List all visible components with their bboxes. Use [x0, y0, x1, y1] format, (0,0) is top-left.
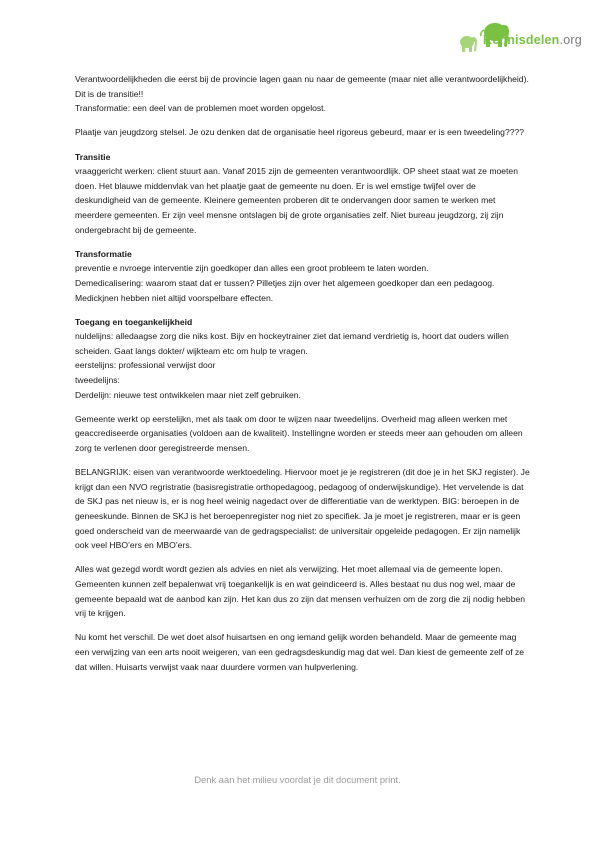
- paragraph-line: tweedelijns:: [75, 375, 120, 386]
- paragraph-line: BELANGRIJK: eisen van verantwoorde werktoedeling. Hiervoor moet je je registreren (dit doe je in het SKJ register). Je krijgt dan een NVO regristratie (basisregistratie orthopedagoog, pedagoog of onderwijskundige). Het vervelende is dat de SKJ pas net nieuw is, er is nog heel weinig nagedact over de differentiatie van de werktypen. BIG: beroepen in de geneeskunde. Binnen de SKJ is het beroepenregister nog niet zo specifiek. Ja je moet je registreren, maar er is geen goed onderscheid van de meerwaarde van de gedragspecialist: de universitair opgeleide pedagogen. Er zijn namelijk ook veel HBO’ers en MBO’ers.: [75, 467, 530, 551]
- paragraph-advies: [75, 562, 530, 620]
- paragraph-line: Demedicalisering: waarom staat dat er tussen? Pilletjes zijn over het algemeen goedkoper dan een pedagoog. Medickjnen hebben niet altijd voorspelbare effecten.: [75, 277, 495, 303]
- paragraph-line: Transformatie: een deel van de problemen moet worden opgelost.: [75, 103, 326, 114]
- logo-suffix: .org: [559, 33, 582, 47]
- section-transitie: [75, 150, 530, 238]
- paragraph-gemeente: [75, 412, 530, 456]
- paragraph-intro: [75, 72, 530, 116]
- paragraph-plaatje: [75, 125, 530, 140]
- section-heading: Transformatie: [75, 248, 132, 259]
- paragraph-verschil: [75, 630, 530, 674]
- paragraph-line: Gemeente werkt op eerstelijkn, met als taak om door te wijzen naar tweedelijns. Overheid mag alleen werken met geaccrediseerde organisaties (voldoen aan de kwaliteit). Instellingne worden er steeds meer aan gehouden om alleen zorg te verlenen door geregistreerde mensen.: [75, 413, 523, 454]
- paragraph-line: Alles wat gezegd wordt wordt gezien als advies en niet als verwijzing. Het moet allemaal via de gemeente lopen. Gemeenten kunnen zelf bepalenwat vrij toegankelijk is en wat geindiceerd is. Alles bestaat nu dus nog wel, maar de gemeente bepaald wat de aanbod kan zijn. Het kan dus zo zijn dat mensen verhuizen om de zorg die zij nodig hebben vrij te krijgen.: [75, 564, 526, 619]
- kennisdelen-logo: [455, 18, 580, 60]
- section-toegang: [75, 315, 530, 403]
- paragraph-line: Nu komt het verschil. De wet doet alsof huisartsen en ong iemand gelijk worden behandeld. Maar de gemeente mag een verwijzing van een arts nooit weigeren, van een gedragsdeskundig mag dat wel. Dan kiest de gemeente zelf of ze dat willen. Huisarts verwijst vaak naar duurdere vormen van hulpverlening.: [75, 632, 525, 672]
- logo-name: Kennisdelen: [483, 33, 560, 47]
- paragraph-line: nuldelijns: alledaagse zorg die niks kost. Bijv en hockeytrainer ziet dat iemand verdrietig is, hoort dat ouders willen scheiden. Gaat langs dokter/ wijkteam etc om hulp te vragen.: [75, 331, 509, 356]
- section-heading: Toegang en toegankelijkheid: [75, 316, 193, 327]
- logo-text: [483, 33, 582, 47]
- paragraph-line: eerstelijns: professional verwijst door: [75, 360, 216, 371]
- paragraph-line: vraaggericht werken: client stuurt aan. Vanaf 2015 zijn de gemeenten verantwoordlijk. OP sheet staat wat ze moeten doen. Het blauwe middenvlak van het plaatje gaat de gemeente nu doen. Er is wel emstige twijfel over de deskundigheid van de gemeente. Kleinere gemeenten proberen dit te ondervangen door samen te werken met meerdere gemeenten. Er zijn veel mensne ontslagen bij de grote organisaties zelf. Niet bureau jeugdzorg, zij zijn ondergebracht bij de gemeente.: [75, 166, 518, 235]
- paragraph-line: Verantwoordelijkheden die eerst bij de provincie lagen gaan nu naar de gemeente (maar niet alle verantwoordelijkheid). Dit is de transitie!!: [75, 74, 529, 99]
- paragraph-line: Plaatje van jeugdzorg stelsel. Je ozu denken dat de organisatie heel rigoreus gebeurd, maar er is een tweedeling????: [75, 127, 525, 138]
- footer-note: Denk aan het milieu voordat je dit document print.: [194, 774, 401, 785]
- paragraph-line: preventie e nvroege interventie zijn goedkoper dan alles een groot probleem te laten worden.: [75, 263, 429, 274]
- section-transformatie: [75, 247, 530, 305]
- paragraph-line: Derdelijn: nieuwe test ontwikkelen maar niet zelf gebruiken.: [75, 389, 301, 400]
- paragraph-belangrijk: [75, 465, 530, 553]
- section-heading: Transitie: [75, 151, 111, 162]
- document-body: [75, 72, 530, 684]
